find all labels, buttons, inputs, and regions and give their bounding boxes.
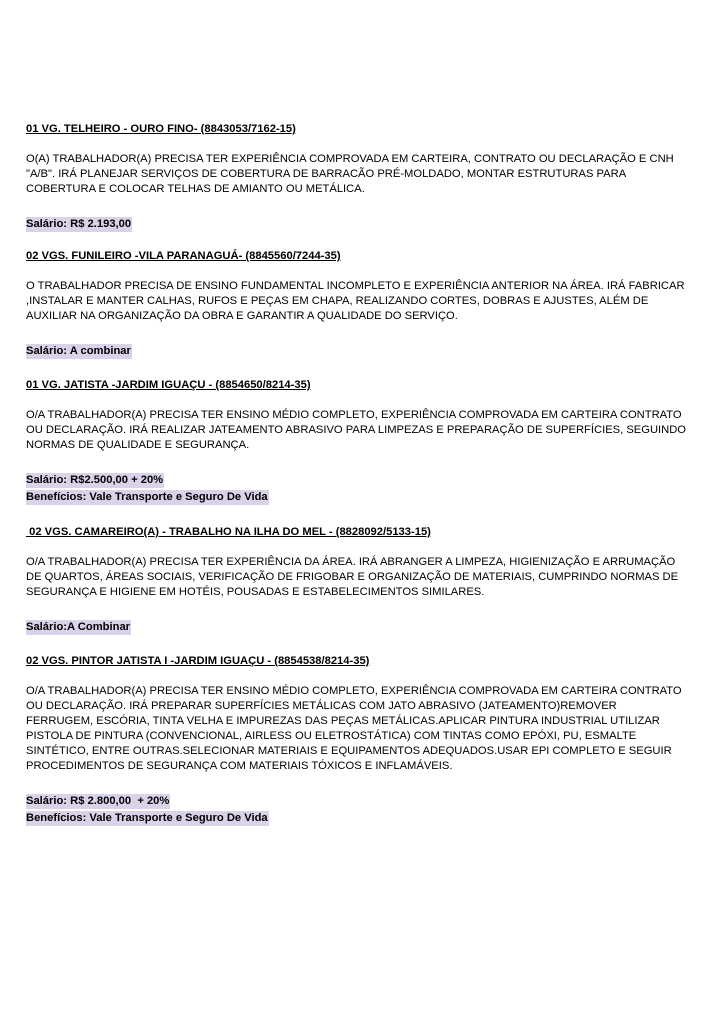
job-title: 02 VGS. PINTOR JATISTA I -JARDIM IGUAÇU - (8854538/8214-35) [26, 655, 370, 667]
job-salary: Salário: R$ 2.193,00 [26, 218, 132, 230]
job-listing-funileiro [26, 249, 686, 359]
job-title: 02 VGS. CAMAREIRO(A) - TRABALHO NA ILHA DO MEL - (8828092/5133-15) [26, 526, 431, 538]
job-salary: Salário:A Combinar [26, 621, 131, 633]
job-title: 01 VG. TELHEIRO - OURO FINO- (8843053/7162-15) [26, 123, 296, 135]
job-salary: Salário: A combinar [26, 345, 131, 357]
job-listing-telheiro [26, 122, 686, 232]
job-description: O/A TRABALHADOR(A) PRECISA TER ENSINO MÉDIO COMPLETO, EXPERIÊNCIA COMPROVADA EM CARTEIRA CONTRATO OU DECLARAÇÃO. IRÁ PREPARAR SUPERFÍCIES METÁLICAS COM JATO ABRASIVO (JATEAMENTO)REMOVER FERRUGEM, ESCÓRIA, TINTA VELHA E IMPUREZAS DAS PEÇAS METÁLICAS.APLICAR PINTURA INDUSTRIAL UTILIZAR PISTOLA DE PINTURA (CONVENCIONAL, AIRLESS OU ELETROSTÁTICA) COM TINTAS COMO EPÓXI, PU, ESMALTE SINTÉTICO, ENTRE OUTRAS.SELECIONAR MATERIAIS E EQUIPAMENTOS ADEQUADOS.USAR EPI COMPLETO E SEGUIR PROCEDIMENTOS DE SEGURANÇA COM MATERIAIS TÓXICOS E INFLAMÁVEIS. [26, 685, 682, 772]
job-salary: Salário: R$2.500,00 + 20% [26, 474, 164, 486]
job-description: O/A TRABALHADOR(A) PRECISA TER ENSINO MÉDIO COMPLETO, EXPERIÊNCIA COMPROVADA EM CARTEIRA CONTRATO OU DECLARAÇÃO. IRÁ REALIZAR JATEAMENTO ABRASIVO PARA LIMPEZAS E PREPARAÇÃO DE SUPERFÍCIES, SEGUINDO NORMAS DE QUALIDADE E SEGURANÇA. [26, 409, 687, 451]
job-benefits: Benefícios: Vale Transporte e Seguro De Vida [26, 491, 268, 503]
job-salary: Salário: R$ 2.800,00 + 20% [26, 795, 170, 807]
job-description: O/A TRABALHADOR(A) PRECISA TER EXPERIÊNCIA DA ÁREA. IRÁ ABRANGER A LIMPEZA, HIGIENIZAÇÃO E ARRUMAÇÃO DE QUARTOS, ÁREAS SOCIAIS, VERIFICAÇÃO DE FRIGOBAR E ORGANIZAÇÃO DE MATERIAIS, CUMPRINDO NORMAS DE SEGURANÇA E HIGIENE EM HOTÉIS, POUSADAS E ESTABELECIMENTOS SIMILARES. [26, 556, 679, 598]
job-description: O TRABALHADOR PRECISA DE ENSINO FUNDAMENTAL INCOMPLETO E EXPERIÊNCIA ANTERIOR NA ÁREA. IRÁ FABRICAR ,INSTALAR E MANTER CALHAS, RUFOS E PEÇAS EM CHAPA, REALIZANDO CORTES, DOBRAS E AJUSTES, ALÉM DE AUXILIAR NA ORGANIZAÇÃO DA OBRA E GARANTIR A QUALIDADE DO SERVIÇO. [26, 280, 685, 322]
job-title: 01 VG. JATISTA -JARDIM IGUAÇU - (8854650/8214-35) [26, 379, 311, 391]
job-listing-jatista [26, 378, 686, 505]
job-listings-page [26, 122, 686, 826]
job-description: O(A) TRABALHADOR(A) PRECISA TER EXPERIÊNCIA COMPROVADA EM CARTEIRA, CONTRATO OU DECLARAÇÃO E CNH "A/B". IRÁ PLANEJAR SERVIÇOS DE COBERTURA DE BARRACÃO PRÉ-MOLDADO, MONTAR ESTRUTURAS PARA COBERTURA E COLOCAR TELHAS DE AMIANTO OU METÁLICA. [26, 153, 674, 195]
job-benefits: Benefícios: Vale Transporte e Seguro De Vida [26, 812, 268, 824]
job-listing-pintor-jatista [26, 654, 686, 826]
job-listing-camareiro [26, 525, 686, 635]
job-title: 02 VGS. FUNILEIRO -VILA PARANAGUÁ- (8845560/7244-35) [26, 250, 341, 262]
